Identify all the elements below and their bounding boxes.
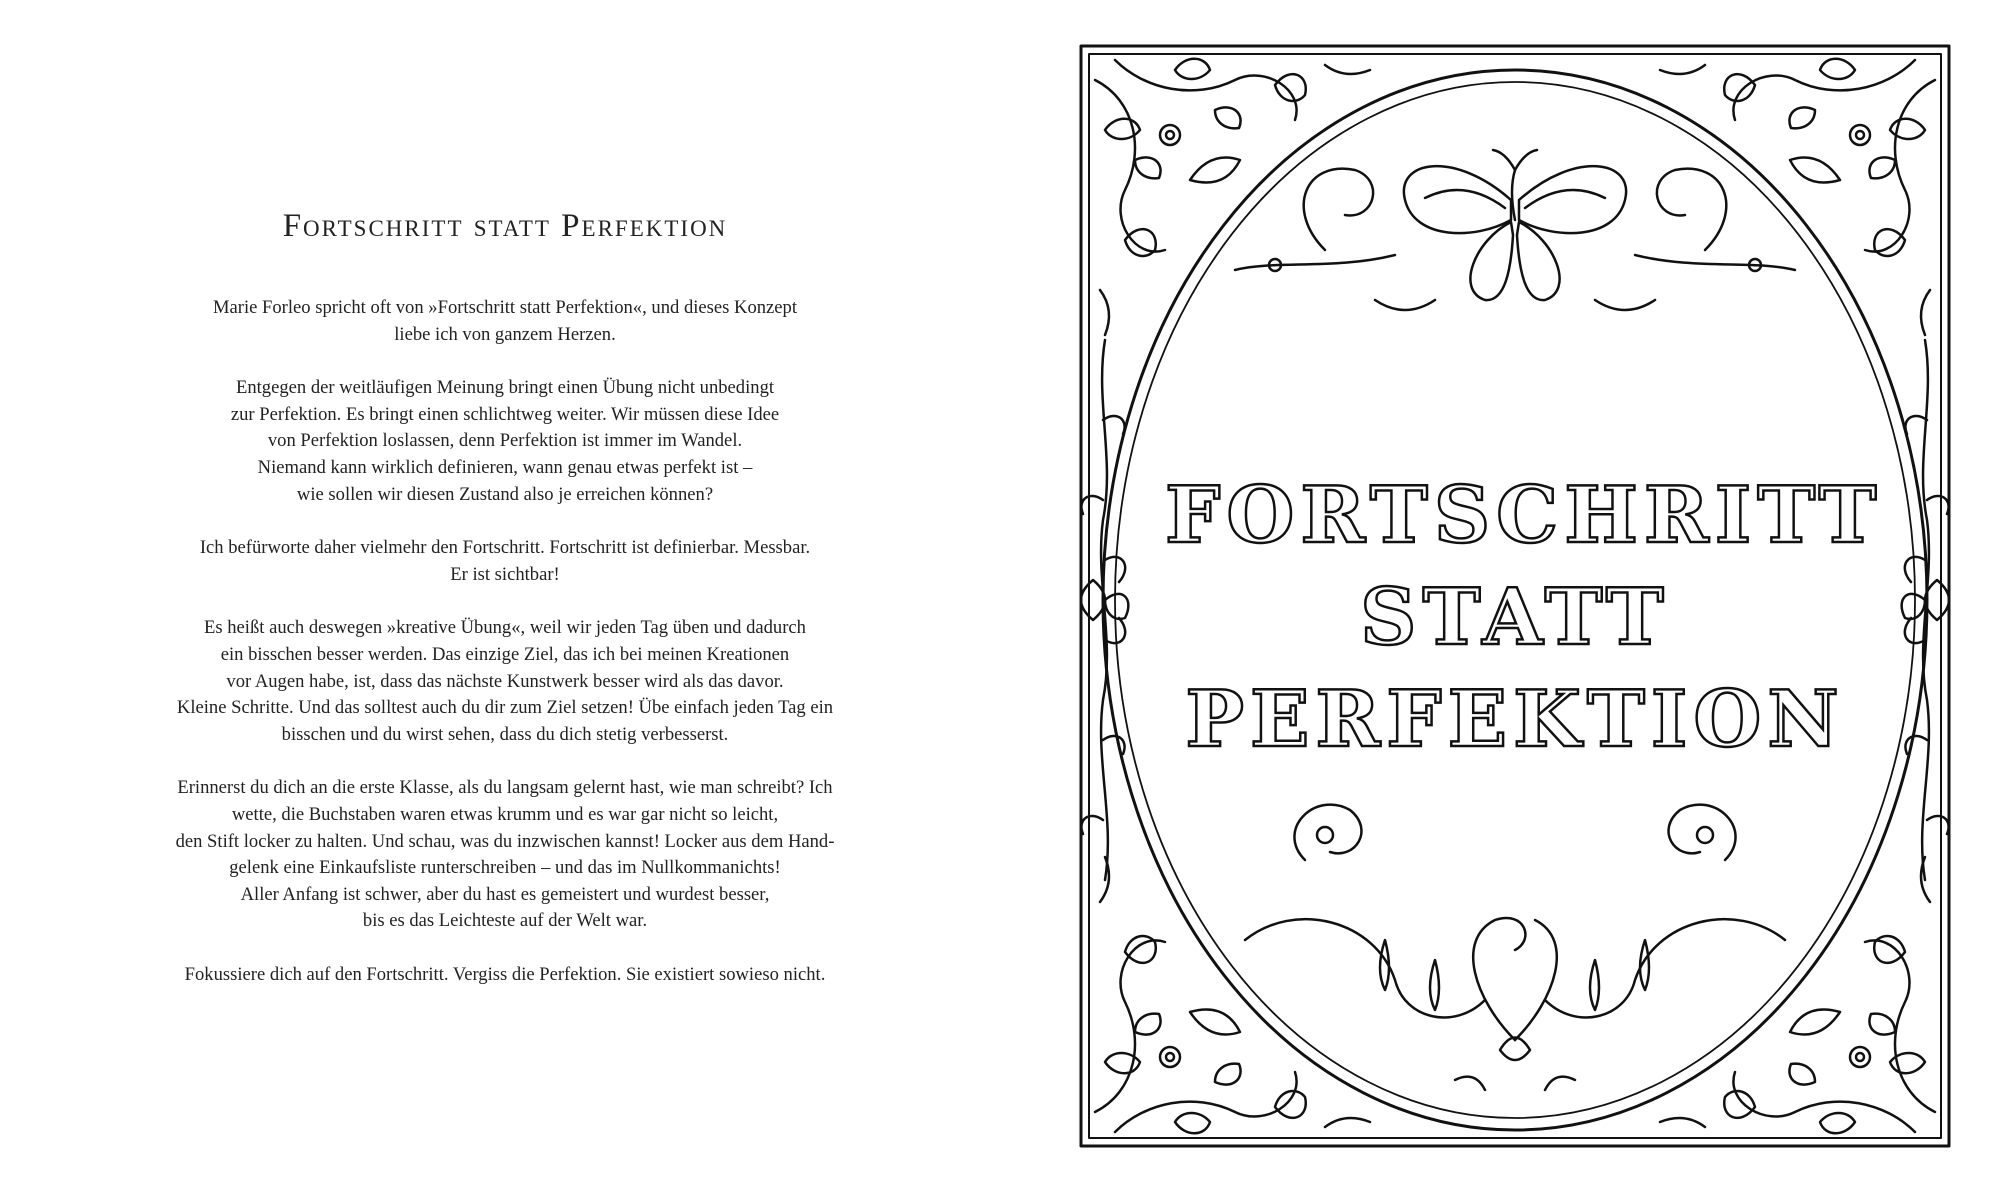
- text-line: liebe ich von ganzem Herzen.: [394, 323, 616, 345]
- bottom-flourish-icon: [1245, 805, 1785, 1090]
- cover-title-line: FORTSCHRITT: [1165, 470, 1883, 561]
- paragraph: [125, 615, 885, 748]
- text-line: wie sollen wir diesen Zustand also je erreichen können?: [296, 483, 714, 505]
- text-line: Fokussiere dich auf den Fortschritt. Vergiss die Perfektion. Sie existiert sowieso nicht.: [184, 963, 826, 985]
- butterfly-icon: [1235, 150, 1795, 310]
- text-line: bis es das Leichteste auf der Welt war.: [362, 910, 648, 932]
- text-line: von Perfektion loslassen, denn Perfektion ist immer im Wandel.: [267, 430, 743, 452]
- text-line: Niemand kann wirklich definieren, wann genau etwas perfekt ist –: [257, 456, 753, 478]
- text-line: bisschen und du wirst sehen, dass du dich stetig verbesserst.: [281, 723, 729, 745]
- text-line: Er ist sichtbar!: [450, 563, 560, 585]
- text-line: zur Perfektion. Es bringt einen schlichtweg weiter. Wir müssen diese Idee: [230, 403, 780, 425]
- cover-title: [1165, 465, 1883, 771]
- text-line: Entgegen der weitläufigen Meinung bringt einen Übung nicht unbedingt: [235, 377, 775, 399]
- text-line: gelenk eine Einkaufsliste runterschreiben – und das im Nullkommanichts!: [229, 857, 781, 879]
- paragraph: [125, 375, 885, 508]
- body-text: [125, 295, 885, 1015]
- corner-vine-icon: [1095, 59, 1370, 335]
- text-line: Kleine Schritte. Und das solltest auch du dir zum Ziel setzen! Übe einfach jeden Tag ein: [176, 697, 834, 719]
- right-page-coloring-frame: [1075, 40, 1955, 1152]
- text-line: Ich befürworte daher vielmehr den Fortschritt. Fortschritt ist definierbar. Messbar.: [199, 537, 811, 559]
- text-line: Es heißt auch deswegen »kreative Übung«, weil wir jeden Tag üben und dadurch: [204, 617, 806, 639]
- paragraph: [125, 535, 885, 588]
- text-line: ein bisschen besser werden. Das einzige Ziel, das ich bei meinen Kreationen: [220, 643, 790, 665]
- paragraph: [125, 295, 885, 348]
- paragraph: [125, 775, 885, 935]
- text-line: den Stift locker zu halten. Und schau, was du inzwischen kannst! Locker aus dem Hand-: [175, 830, 835, 852]
- text-line: vor Augen habe, ist, dass das nächste Kunstwerk besser wird als das davor.: [226, 670, 784, 692]
- cover-title-line: STATT: [1360, 572, 1670, 663]
- page-heading: Fortschritt statt Perfektion: [282, 208, 728, 244]
- text-line: Marie Forleo spricht oft von »Fortschritt statt Perfektion«, und dieses Konzept: [212, 297, 798, 318]
- paragraph: [125, 962, 885, 989]
- text-line: Erinnerst du dich an die erste Klasse, als du langsam gelernt hast, wie man schreibt? Ich: [177, 777, 833, 799]
- text-line: wette, die Buchstaben waren etwas krumm und es war gar nicht so leicht,: [231, 803, 779, 825]
- cover-title-line: PERFEKTION: [1185, 674, 1845, 765]
- text-line: Aller Anfang ist schwer, aber du hast es gemeistert und wurdest besser,: [240, 883, 770, 905]
